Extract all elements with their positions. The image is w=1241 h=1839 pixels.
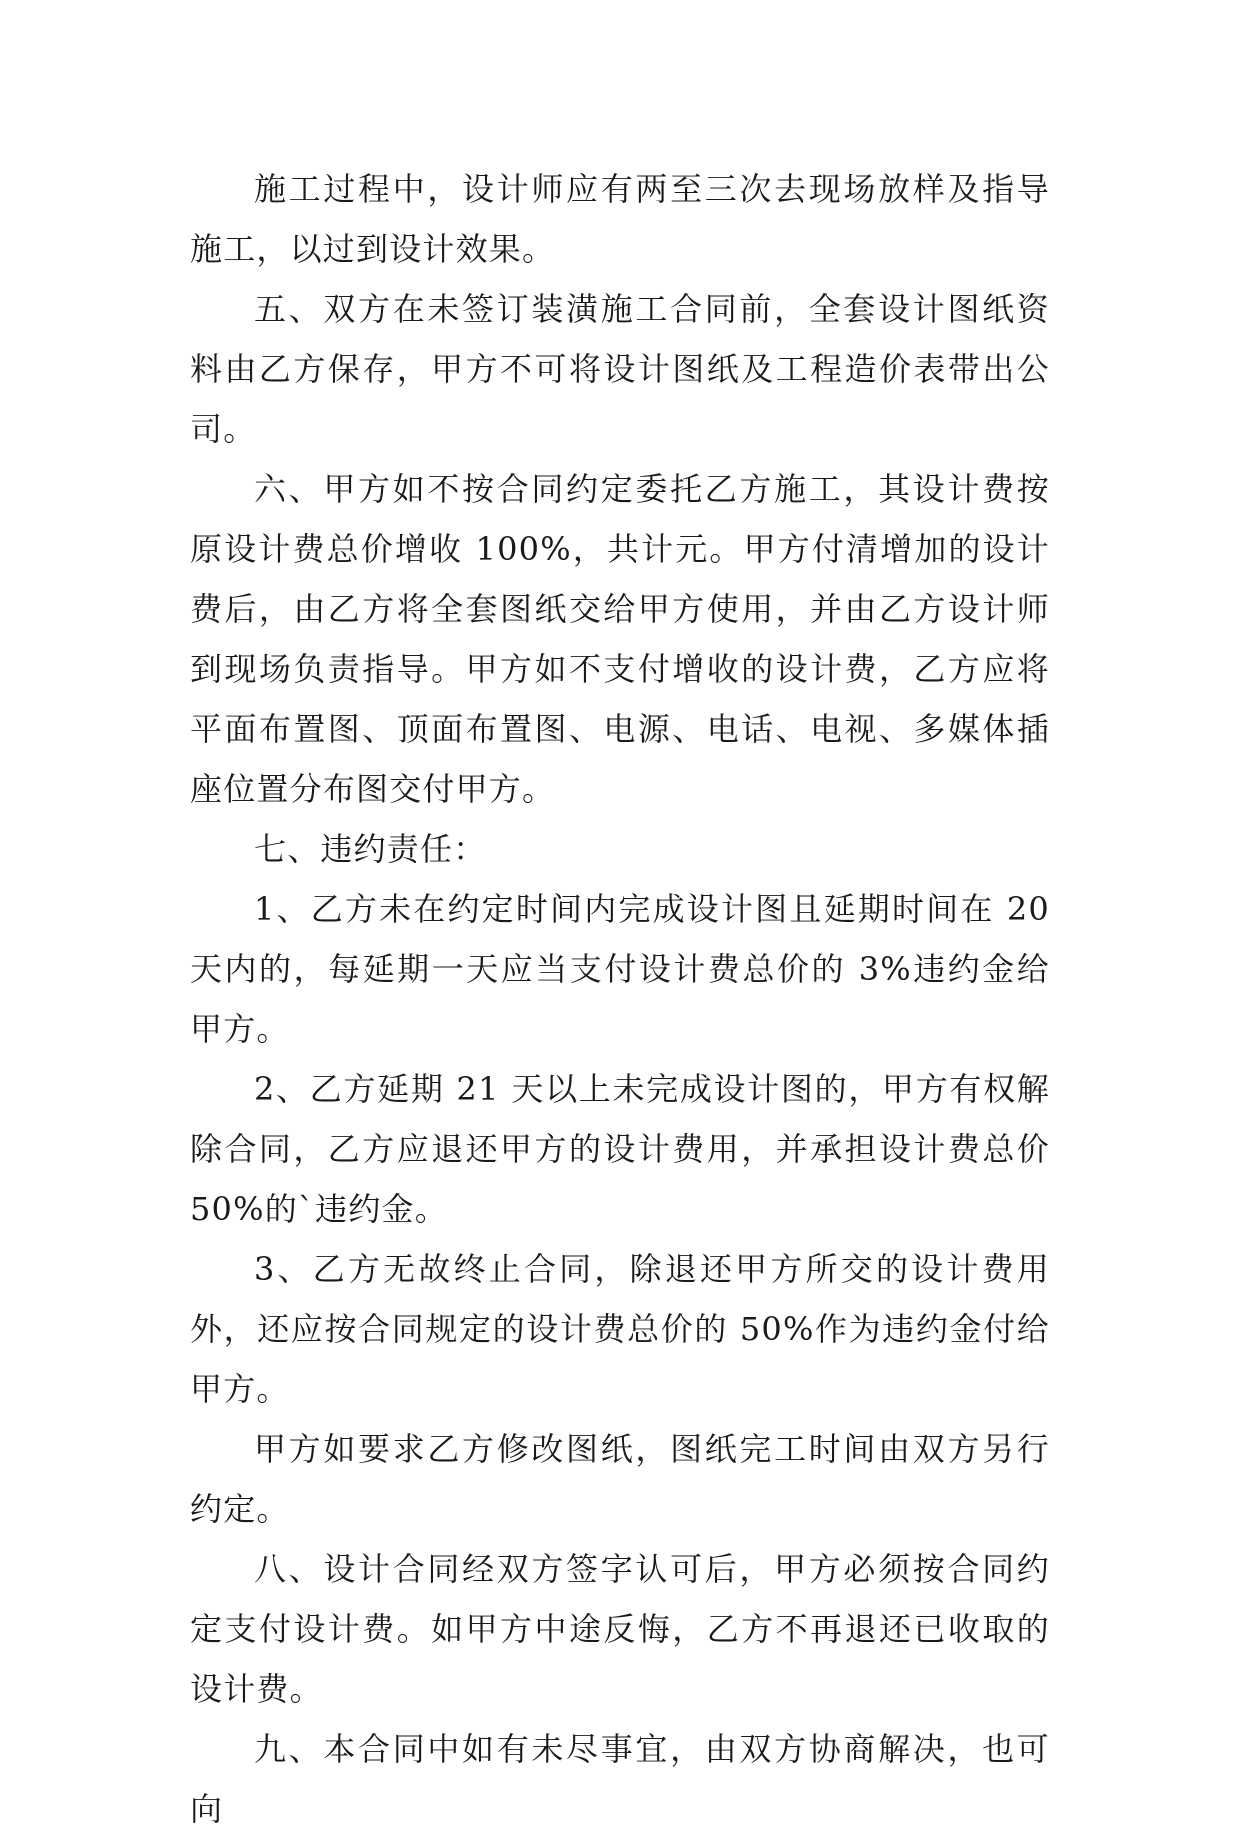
paragraph-clause-6: 六、甲方如不按合同约定委托乙方施工，其设计费按原设计费总价增收 100%，共计元。甲方付清增加的设计费后，由乙方将全套图纸交给甲方使用，并由乙方设计师到现场负责指导。甲方如不支付增收的设计费，乙方应将平面布置图、顶面布置图、电源、电话、电视、多媒体插座位置分布图交付甲方。 — [190, 470, 1050, 808]
paragraph-clause-9: 九、本合同中如有未尽事宜，由双方协商解决，也可向 — [190, 1730, 1050, 1828]
paragraph-clause-8: 八、设计合同经双方签字认可后，甲方必须按合同约定支付设计费。如甲方中途反悔，乙方不再退还已收取的设计费。 — [190, 1550, 1050, 1708]
paragraph-clause-7-item-3: 3、乙方无故终止合同，除退还甲方所交的设计费用外，还应按合同规定的设计费总价的 50%作为违约金付给甲方。 — [190, 1250, 1050, 1408]
paragraph-clause-7-heading: 七、违约责任： — [254, 830, 487, 868]
paragraph-clause-7-item-1: 1、乙方未在约定时间内完成设计图且延期时间在 20 天内的，每延期一天应当支付设计费总价的 3%违约金给甲方。 — [190, 890, 1050, 1048]
paragraph-revision-note: 甲方如要求乙方修改图纸，图纸完工时间由双方另行约定。 — [190, 1430, 1050, 1528]
paragraph-clause-7-item-2: 2、乙方延期 21 天以上未完成设计图的，甲方有权解除合同，乙方应退还甲方的设计费用，并承担设计费总价 50%的`违约金。 — [190, 1070, 1050, 1228]
document-body — [190, 159, 1050, 1839]
paragraph-construction-guidance: 施工过程中，设计师应有两至三次去现场放样及指导施工，以过到设计效果。 — [190, 170, 1050, 268]
paragraph-clause-5: 五、双方在未签订装潢施工合同前，全套设计图纸资料由乙方保存，甲方不可将设计图纸及工程造价表带出公司。 — [190, 290, 1050, 448]
